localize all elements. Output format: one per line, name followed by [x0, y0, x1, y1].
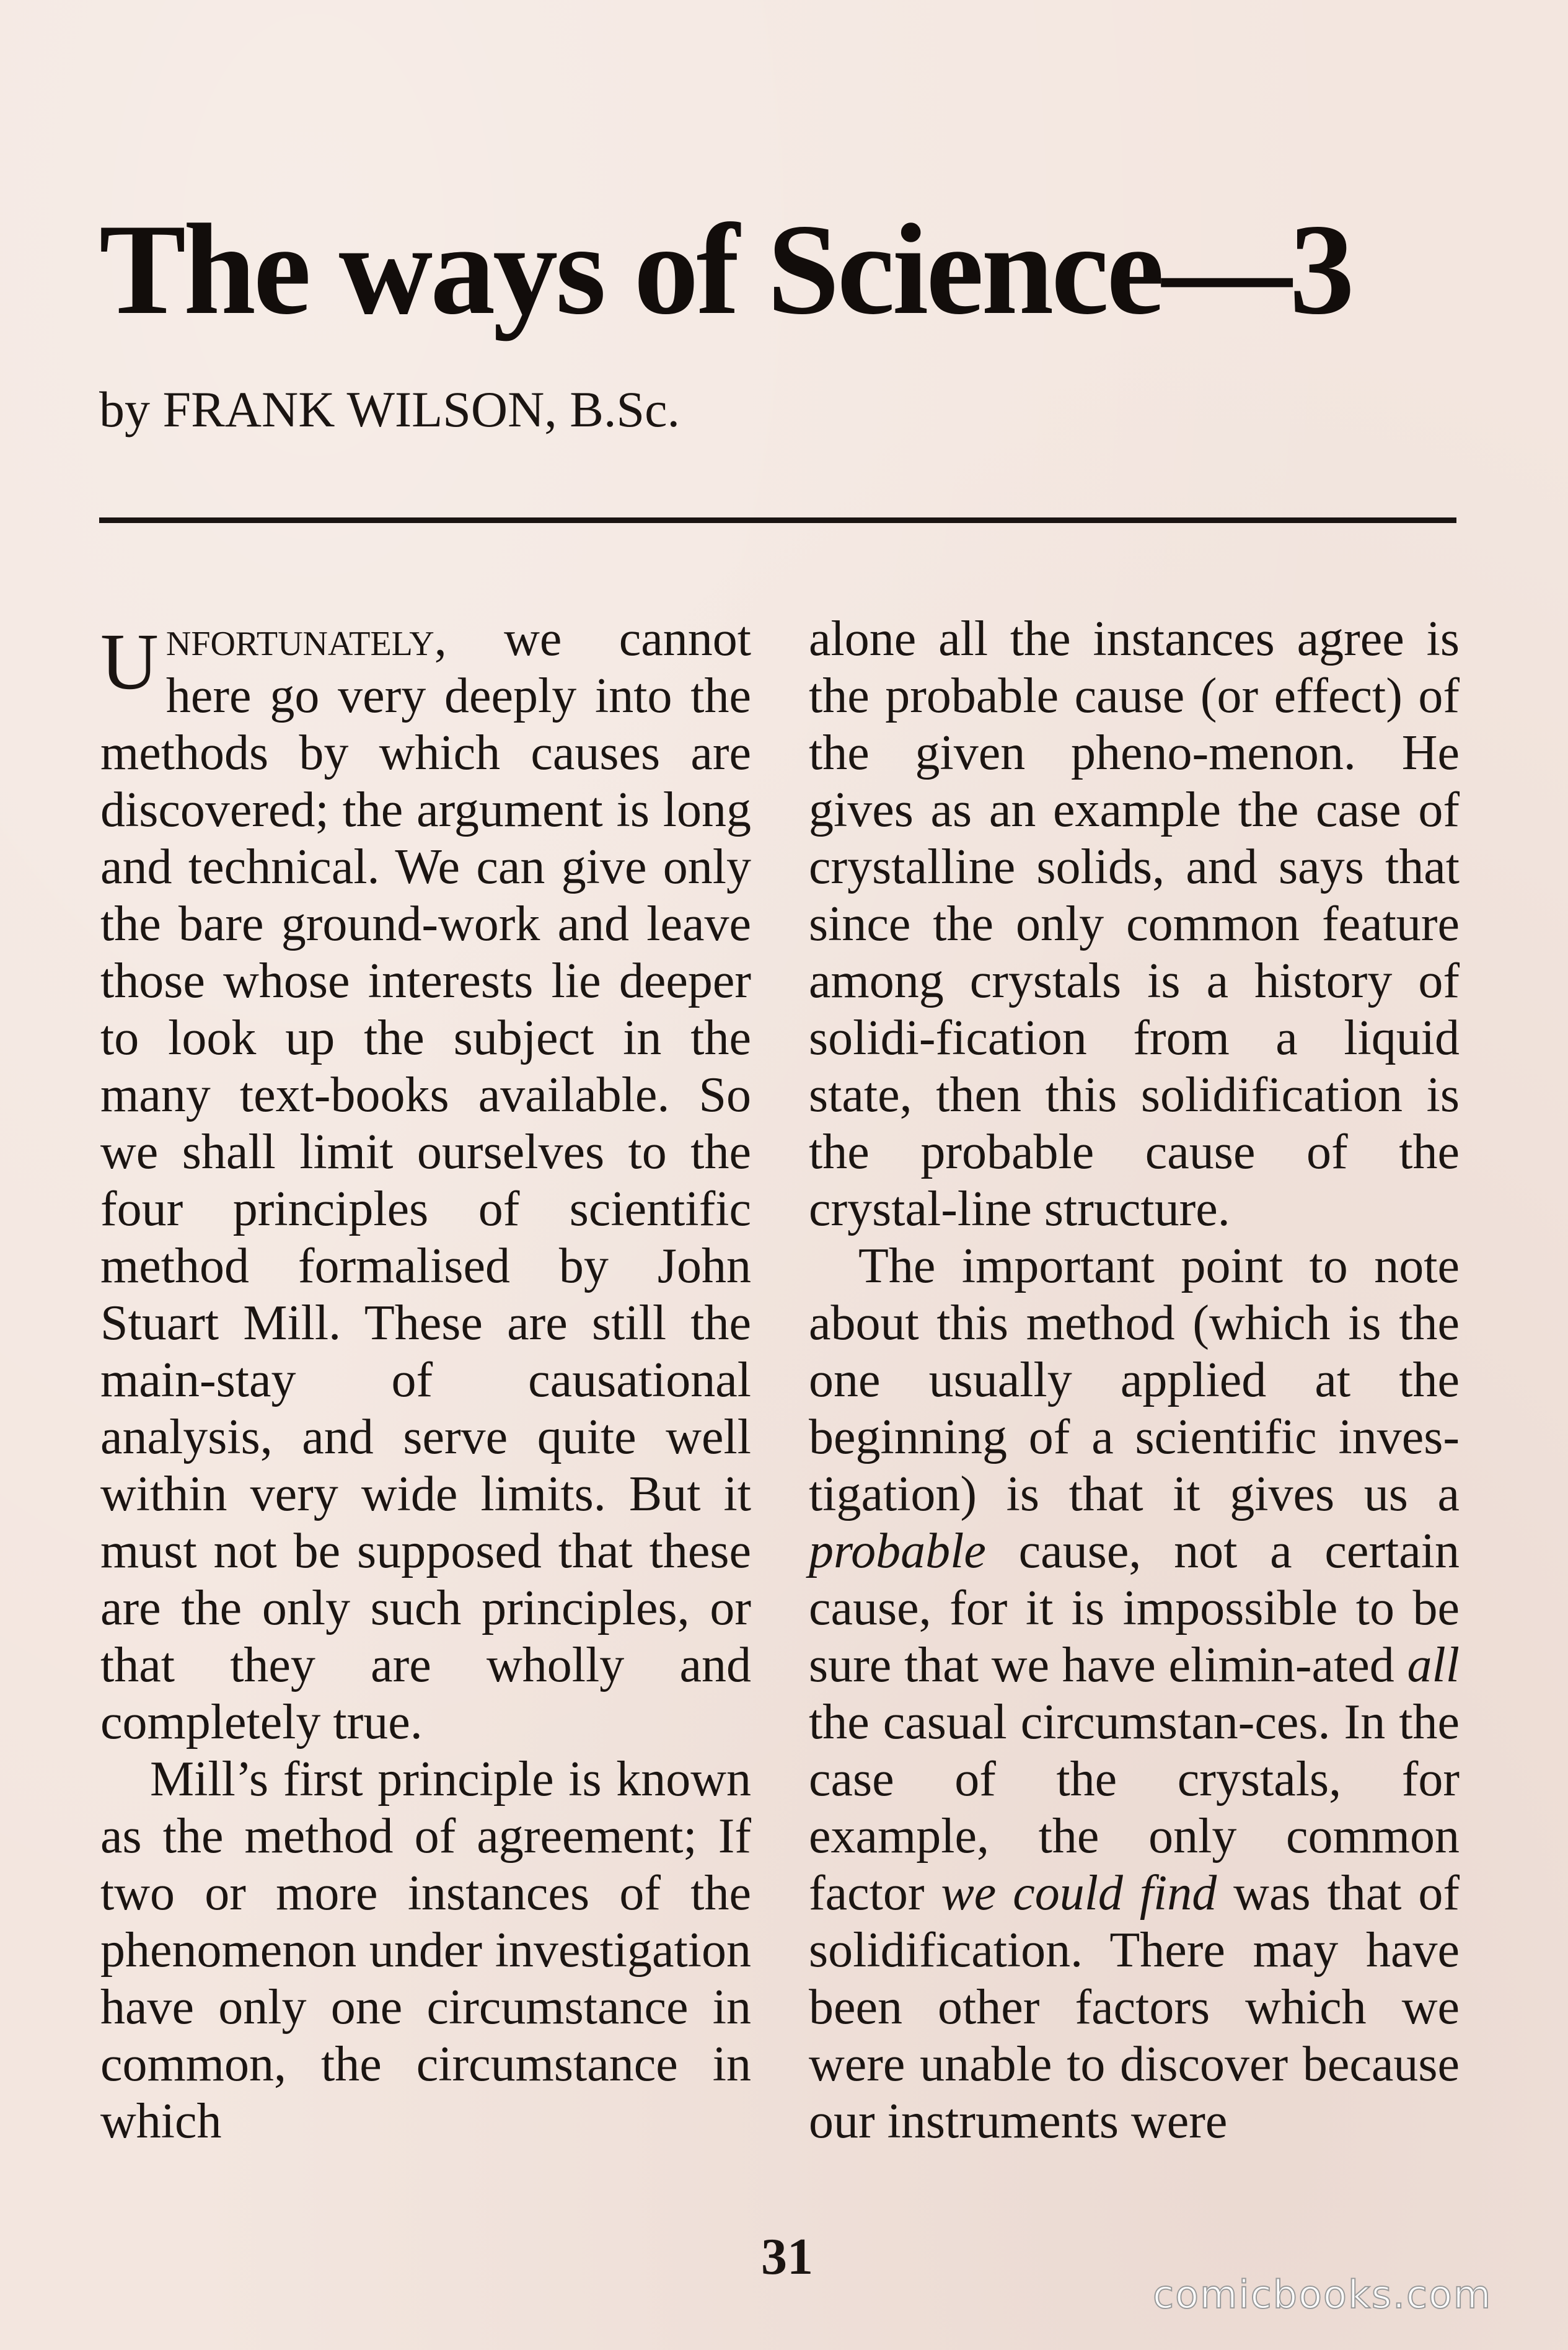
italic-emphasis: we could find [941, 1866, 1217, 1921]
paragraph-text: The important point to note about this method (which is the one usually applied at the beginning of a scientific inves-tigation) is that it gives us a [809, 1239, 1460, 1521]
article-title: The ways of Science—3 [99, 198, 1352, 341]
site-watermark: comicbooks.com [1153, 2272, 1492, 2317]
left-text-column [100, 610, 751, 2150]
paragraph: Mill’s first principle is known as the method of agreement; If two or more instances of the phenomenon under investigation have only one circumstance in common, the circumstance in which [100, 1752, 751, 2149]
opening-small-caps: nfortunately, [165, 612, 447, 666]
italic-emphasis: all [1407, 1638, 1460, 1692]
paragraph [809, 1238, 1460, 2150]
italic-emphasis: probable [809, 1524, 986, 1578]
page-number: 31 [761, 2228, 813, 2286]
paragraph-text: the casual circumstan-ces. In the case of the crystals, for example, the only common factor [809, 1695, 1460, 1921]
paragraph-text: we cannot here go very deeply into the methods by which causes are discovered; the argument is long and technical. We can give only the bare ground-work and leave those whose interests lie deeper to look up the subject in the many text-books available. So we shall limit ourselves to the four principles of scientific method formalised by John Stuart Mill. These are still the main-stay of causational analysis, and serve quite well within very wide limits. But it must not be supposed that these are the only such principles, or that they are wholly and completely true. [100, 612, 751, 1749]
paragraph: alone all the instances agree is the probable cause (or effect) of the given pheno-menon. He gives as an example the case of crystalline solids, and says that since the only common feature among crystals is a history of solidi-fication from a liquid state, then this solidification is the probable cause of the crystal-line structure. [809, 612, 1460, 1236]
right-text-column [809, 610, 1460, 2150]
paragraph-text: was that of solidification. There may have been other factors which we were unable to discover because our instruments were [809, 1866, 1460, 2149]
title-divider-rule [99, 517, 1456, 523]
article-byline: by FRANK WILSON, B.Sc. [99, 381, 680, 438]
paragraph [100, 610, 751, 1751]
paragraph-text: cause, not a certain cause, for it is impossible to be sure that we have elimin-ated [809, 1524, 1460, 1692]
drop-cap: U [100, 617, 159, 706]
